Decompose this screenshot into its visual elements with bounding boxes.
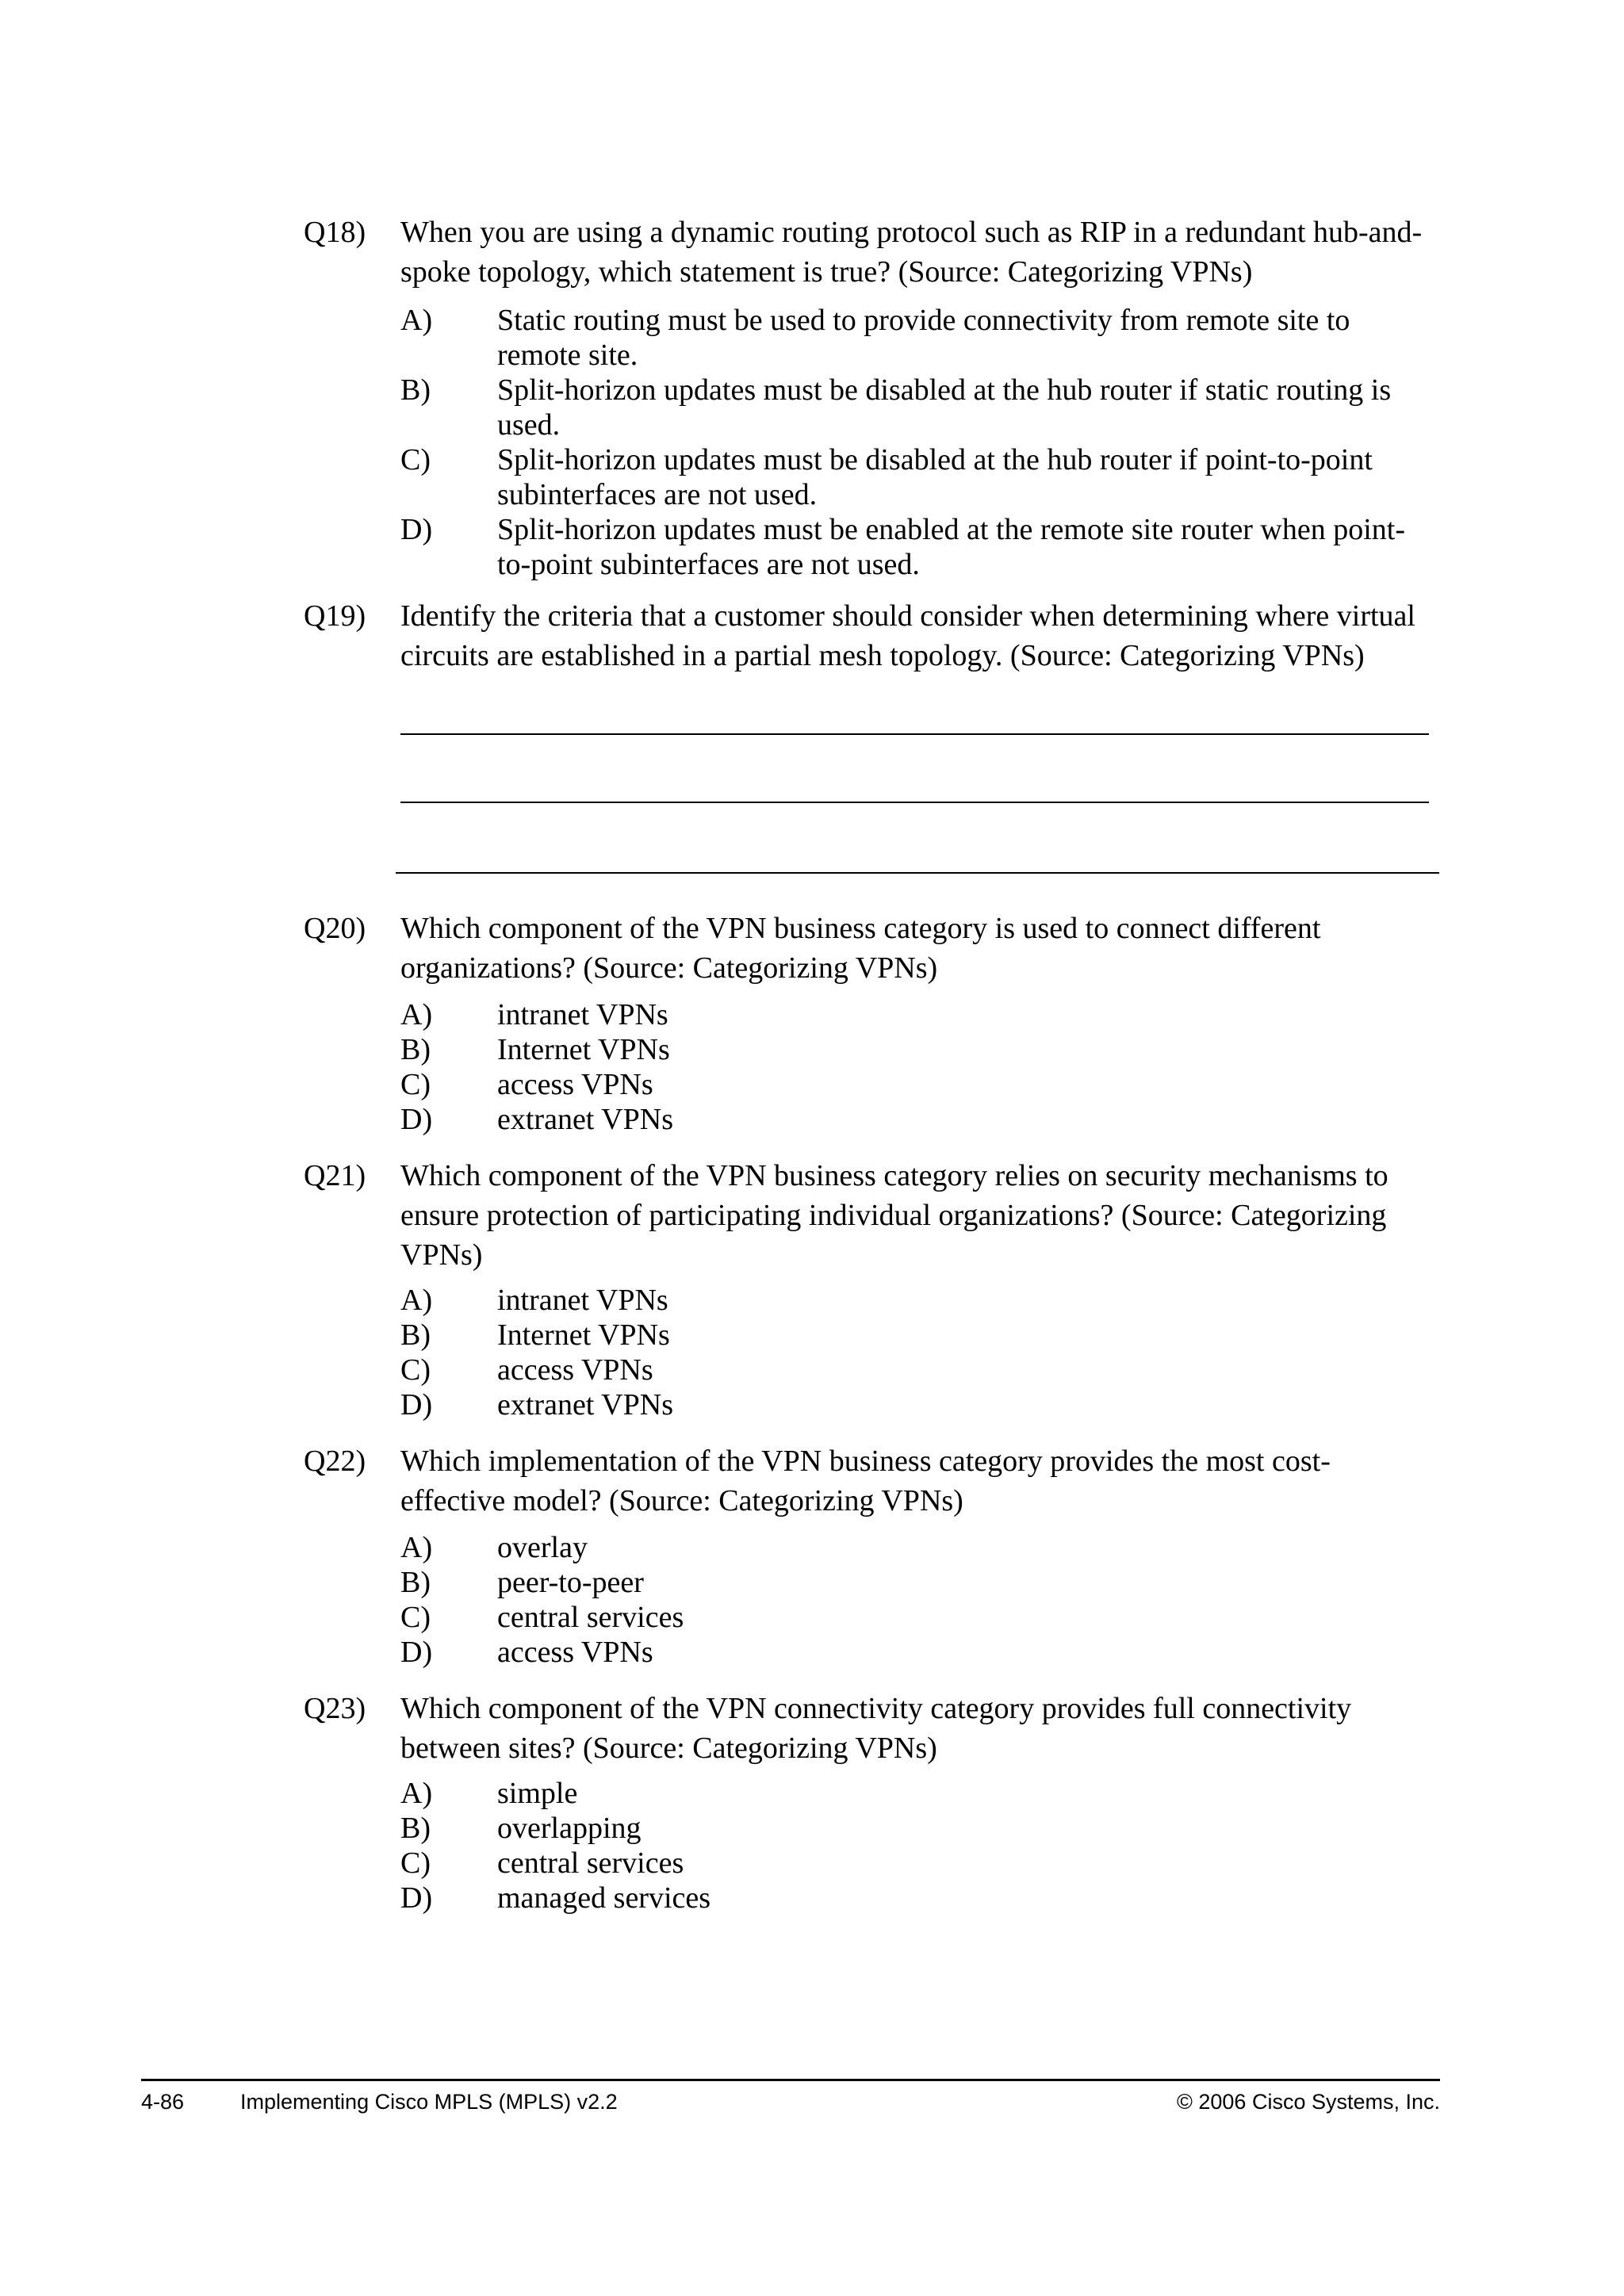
option-letter: C)	[400, 1068, 431, 1101]
option-letter: D)	[400, 1388, 433, 1422]
option-c	[400, 1353, 1431, 1387]
option-letter: B)	[400, 1812, 431, 1845]
answer-line-2[interactable]	[400, 802, 1429, 803]
question-text: Which implementation of the VPN business category provides the most cost-effective model? (Source: Categorizing VPNs)	[400, 1445, 1331, 1517]
option-text: Split-horizon updates must be enabled at the remote site router when point-to-point subinterfaces are not used.	[497, 513, 1405, 581]
option-text: intranet VPNs	[497, 998, 668, 1031]
option-text: access VPNs	[497, 1636, 653, 1669]
option-c	[400, 1600, 1431, 1635]
option-text: peer-to-peer	[497, 1566, 644, 1599]
option-text: extranet VPNs	[497, 1103, 673, 1136]
option-letter: A)	[400, 1777, 433, 1810]
option-c	[400, 1846, 1431, 1881]
option-d	[400, 1387, 1431, 1422]
option-text: Split-horizon updates must be disabled at the hub router if point-to-point subinterfaces are not used.	[497, 443, 1373, 511]
question-text: Which component of the VPN business category is used to connect different organizations? (Source: Categorizing VPNs)	[400, 912, 1321, 985]
option-c	[400, 442, 1431, 512]
option-list	[400, 1776, 1431, 1915]
option-letter: D)	[400, 513, 433, 546]
option-letter: A)	[400, 1531, 433, 1564]
option-letter: C)	[400, 1846, 431, 1880]
option-b	[400, 1032, 1431, 1067]
option-d	[400, 1102, 1431, 1137]
option-letter: C)	[400, 1353, 431, 1387]
option-text: intranet VPNs	[497, 1284, 668, 1317]
option-text: overlay	[497, 1531, 588, 1564]
option-letter: C)	[400, 443, 431, 476]
question-number: Q22)	[304, 1445, 366, 1478]
answer-line-3[interactable]	[396, 872, 1439, 874]
option-a	[400, 303, 1431, 373]
option-letter: D)	[400, 1103, 433, 1136]
option-c	[400, 1067, 1431, 1102]
option-letter: A)	[400, 1284, 433, 1317]
option-text: Internet VPNs	[497, 1033, 670, 1066]
option-letter: B)	[400, 1318, 431, 1352]
option-d	[400, 512, 1431, 582]
option-list	[400, 1530, 1431, 1670]
option-text: central services	[497, 1601, 684, 1634]
option-text: Split-horizon updates must be disabled at the hub router if static routing is used.	[497, 373, 1392, 442]
option-letter: A)	[400, 304, 433, 337]
question-number: Q18)	[304, 216, 366, 249]
option-b	[400, 373, 1431, 442]
option-b	[400, 1565, 1431, 1600]
question-number: Q21)	[304, 1159, 366, 1192]
question-number: Q23)	[304, 1692, 366, 1725]
footer-copyright: © 2006 Cisco Systems, Inc.	[1176, 2090, 1440, 2114]
option-text: access VPNs	[497, 1353, 653, 1387]
option-text: managed services	[497, 1881, 711, 1915]
option-d	[400, 1635, 1431, 1670]
option-a	[400, 1776, 1431, 1811]
option-text: overlapping	[497, 1812, 642, 1845]
option-text: Internet VPNs	[497, 1318, 670, 1352]
option-text: access VPNs	[497, 1068, 653, 1101]
question-text: Which component of the VPN connectivity category provides full connectivity between sites? (Source: Categorizing VPNs)	[400, 1692, 1352, 1765]
option-text: extranet VPNs	[497, 1388, 673, 1422]
question-number: Q19)	[304, 599, 366, 633]
question-text: When you are using a dynamic routing protocol such as RIP in a redundant hub-and-spoke topology, which statement is true? (Source: Categorizing VPNs)	[400, 216, 1423, 289]
option-a	[400, 1530, 1431, 1565]
question-text: Which component of the VPN business category relies on security mechanisms to ensure protection of participating individual organizations? (Source: Categorizing VPNs)	[400, 1159, 1388, 1272]
option-text: Static routing must be used to provide connectivity from remote site to remote site.	[497, 304, 1350, 372]
answer-line-1[interactable]	[400, 733, 1429, 735]
option-a	[400, 997, 1431, 1032]
option-letter: B)	[400, 373, 431, 407]
option-b	[400, 1811, 1431, 1846]
question-text: Identify the criteria that a customer should consider when determining where virtual circuits are established in a partial mesh topology. (Source: Categorizing VPNs)	[400, 599, 1415, 672]
option-b	[400, 1318, 1431, 1353]
footer-page-number: 4-86	[141, 2090, 185, 2114]
option-list	[400, 1283, 1431, 1422]
footer-course-title: Implementing Cisco MPLS (MPLS) v2.2	[240, 2090, 618, 2114]
option-list	[400, 997, 1431, 1137]
option-list	[400, 303, 1431, 582]
option-letter: A)	[400, 998, 433, 1031]
question-number: Q20)	[304, 912, 366, 945]
option-letter: B)	[400, 1566, 431, 1599]
option-a	[400, 1283, 1431, 1318]
option-letter: D)	[400, 1636, 433, 1669]
option-letter: C)	[400, 1601, 431, 1634]
option-letter: B)	[400, 1033, 431, 1066]
option-text: central services	[497, 1846, 684, 1880]
option-text: simple	[497, 1777, 578, 1810]
option-d	[400, 1881, 1431, 1915]
footer-divider	[141, 2079, 1440, 2081]
option-letter: D)	[400, 1881, 433, 1915]
